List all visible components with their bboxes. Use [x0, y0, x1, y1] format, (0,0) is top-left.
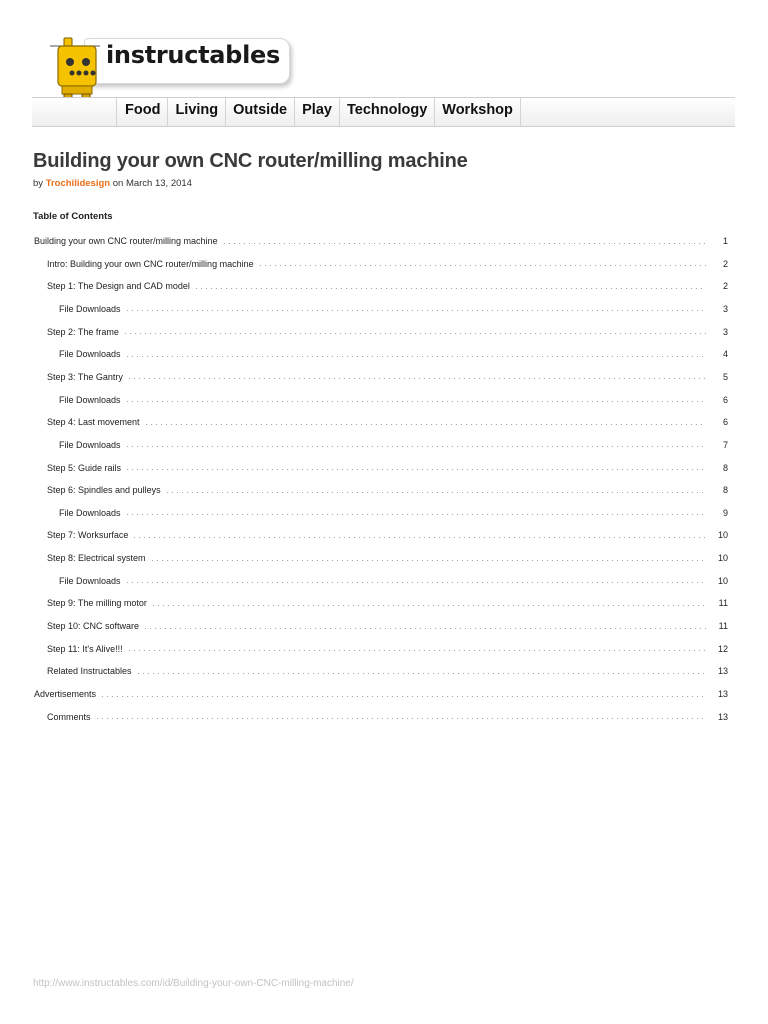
nav-outside[interactable]: Outside [225, 98, 294, 126]
toc-leader-dots [151, 605, 706, 606]
toc-leader-dots [150, 560, 706, 561]
toc-leader-dots [127, 378, 706, 379]
site-logo-text[interactable]: instructables [106, 41, 280, 69]
toc-entry[interactable] [47, 642, 728, 656]
toc-entry[interactable] [47, 483, 728, 497]
toc-entry-label: Advertisements [34, 689, 97, 699]
toc-entry-label: Step 9: The milling motor [47, 598, 147, 609]
nav-workshop[interactable]: Workshop [434, 98, 521, 126]
nav-play[interactable]: Play [294, 98, 339, 126]
toc-leader-dots [125, 514, 706, 515]
toc-entry[interactable] [47, 415, 728, 429]
toc-leader-dots [127, 650, 706, 651]
toc-leader-dots [123, 333, 706, 334]
toc-entry-label: File Downloads [59, 303, 121, 314]
toc-entry-page: 8 [722, 485, 728, 496]
toc-entry-label: Step 2: The frame [47, 326, 119, 337]
toc-leader-dots [144, 424, 706, 425]
toc-entry-label: Step 7: Worksurface [47, 530, 129, 541]
toc-entry-page: 11 [718, 621, 728, 632]
toc-entry-label: Step 4: Last movement [47, 417, 140, 428]
toc-entry[interactable] [59, 438, 728, 452]
toc-entry[interactable] [47, 551, 728, 565]
toc-entry-label: File Downloads [59, 439, 121, 450]
toc-entry[interactable] [59, 347, 728, 361]
toc-leader-dots [125, 310, 706, 311]
toc-entry-page: 13 [717, 689, 728, 699]
toc-entry-label: Intro: Building your own CNC router/milling machine [47, 258, 254, 269]
toc-entry-label: Step 5: Guide rails [47, 462, 122, 473]
publish-date: on March 13, 2014 [112, 178, 192, 189]
toc-leader-dots [136, 673, 706, 674]
toc-leader-dots [100, 696, 706, 697]
toc-entry-page: 12 [717, 643, 728, 654]
toc-entry[interactable] [47, 370, 728, 384]
nav-food[interactable]: Food [116, 98, 167, 126]
toc-entry-page: 3 [722, 303, 728, 314]
toc-entry[interactable] [59, 302, 728, 316]
toc-entry[interactable] [47, 528, 728, 542]
toc-entry-label: Step 3: The Gantry [47, 371, 123, 382]
toc-entry-page: 1 [722, 236, 728, 246]
toc-entry-label: Comments [47, 711, 91, 722]
toc-entry-page: 10 [717, 530, 728, 541]
toc-entry-page: 11 [718, 598, 728, 609]
toc-leader-dots [95, 718, 706, 719]
toc-entry[interactable] [47, 461, 728, 475]
toc-entry-page: 10 [717, 575, 728, 586]
nav-technology[interactable]: Technology [339, 98, 434, 126]
toc-leader-dots [194, 288, 706, 289]
toc-entry-label: File Downloads [59, 394, 121, 405]
toc-entry[interactable] [59, 393, 728, 407]
toc-entry[interactable] [47, 257, 728, 271]
toc-entry-page: 6 [722, 394, 728, 405]
toc-entry-label: Step 11: It's Alive!!! [47, 643, 123, 654]
toc-entry[interactable] [59, 506, 728, 520]
toc-leader-dots [125, 446, 706, 447]
toc-leader-dots [258, 265, 706, 266]
toc-leader-dots [222, 243, 706, 244]
toc-entry-label: Step 10: CNC software [47, 621, 140, 632]
toc-leader-dots [165, 492, 706, 493]
toc-entry[interactable] [47, 619, 728, 633]
footer-url[interactable]: http://www.instructables.com/id/Building-your-own-CNC-milling-machine/ [33, 978, 354, 989]
toc-entry-page: 3 [722, 326, 728, 337]
toc-entry[interactable] [34, 687, 728, 701]
toc-entry[interactable] [47, 664, 728, 678]
toc-entry-label: Step 6: Spindles and pulleys [47, 485, 161, 496]
toc-entry-label: File Downloads [59, 575, 121, 586]
toc-entry-label: Related Instructables [47, 666, 132, 677]
toc-entry[interactable] [47, 279, 728, 293]
byline-prefix: by [33, 178, 44, 189]
toc-leader-dots [143, 628, 706, 629]
toc-leader-dots [125, 469, 706, 470]
toc-entry-page: 2 [722, 281, 728, 292]
site-header [0, 0, 768, 130]
toc-entry-page: 10 [717, 553, 728, 564]
toc-entry-page: 13 [717, 666, 728, 677]
category-nav-bar [32, 97, 735, 127]
toc-entry-page: 7 [722, 439, 728, 450]
toc-entry-page: 13 [717, 711, 728, 722]
toc-leader-dots [125, 356, 706, 357]
toc-entry-page: 2 [722, 258, 728, 269]
toc-entry[interactable] [59, 574, 728, 588]
toc-heading: Table of Contents [33, 211, 113, 222]
author-link[interactable]: Trochilidesign [45, 178, 111, 189]
toc-entry-page: 4 [722, 349, 728, 360]
toc-entry[interactable] [34, 234, 728, 248]
toc-entry-label: Building your own CNC router/milling machine [34, 236, 218, 246]
toc-entry[interactable] [47, 325, 728, 339]
toc-entry-page: 6 [722, 417, 728, 428]
toc-entry[interactable] [47, 710, 728, 724]
nav-living[interactable]: Living [167, 98, 225, 126]
toc-entry-page: 8 [722, 462, 728, 473]
toc-entry-label: File Downloads [59, 349, 121, 360]
toc-leader-dots [125, 582, 706, 583]
toc-entry-page: 5 [722, 371, 728, 382]
toc-leader-dots [125, 401, 706, 402]
toc-entry-label: Step 1: The Design and CAD model [47, 281, 190, 292]
toc-entry-label: Step 8: Electrical system [47, 553, 146, 564]
byline [33, 178, 192, 189]
toc-entry-label: File Downloads [59, 507, 121, 518]
toc-entry[interactable] [47, 596, 728, 610]
page-title: Building your own CNC router/milling machine [33, 150, 468, 172]
toc-leader-dots [132, 537, 706, 538]
toc-entry-page: 9 [722, 507, 728, 518]
